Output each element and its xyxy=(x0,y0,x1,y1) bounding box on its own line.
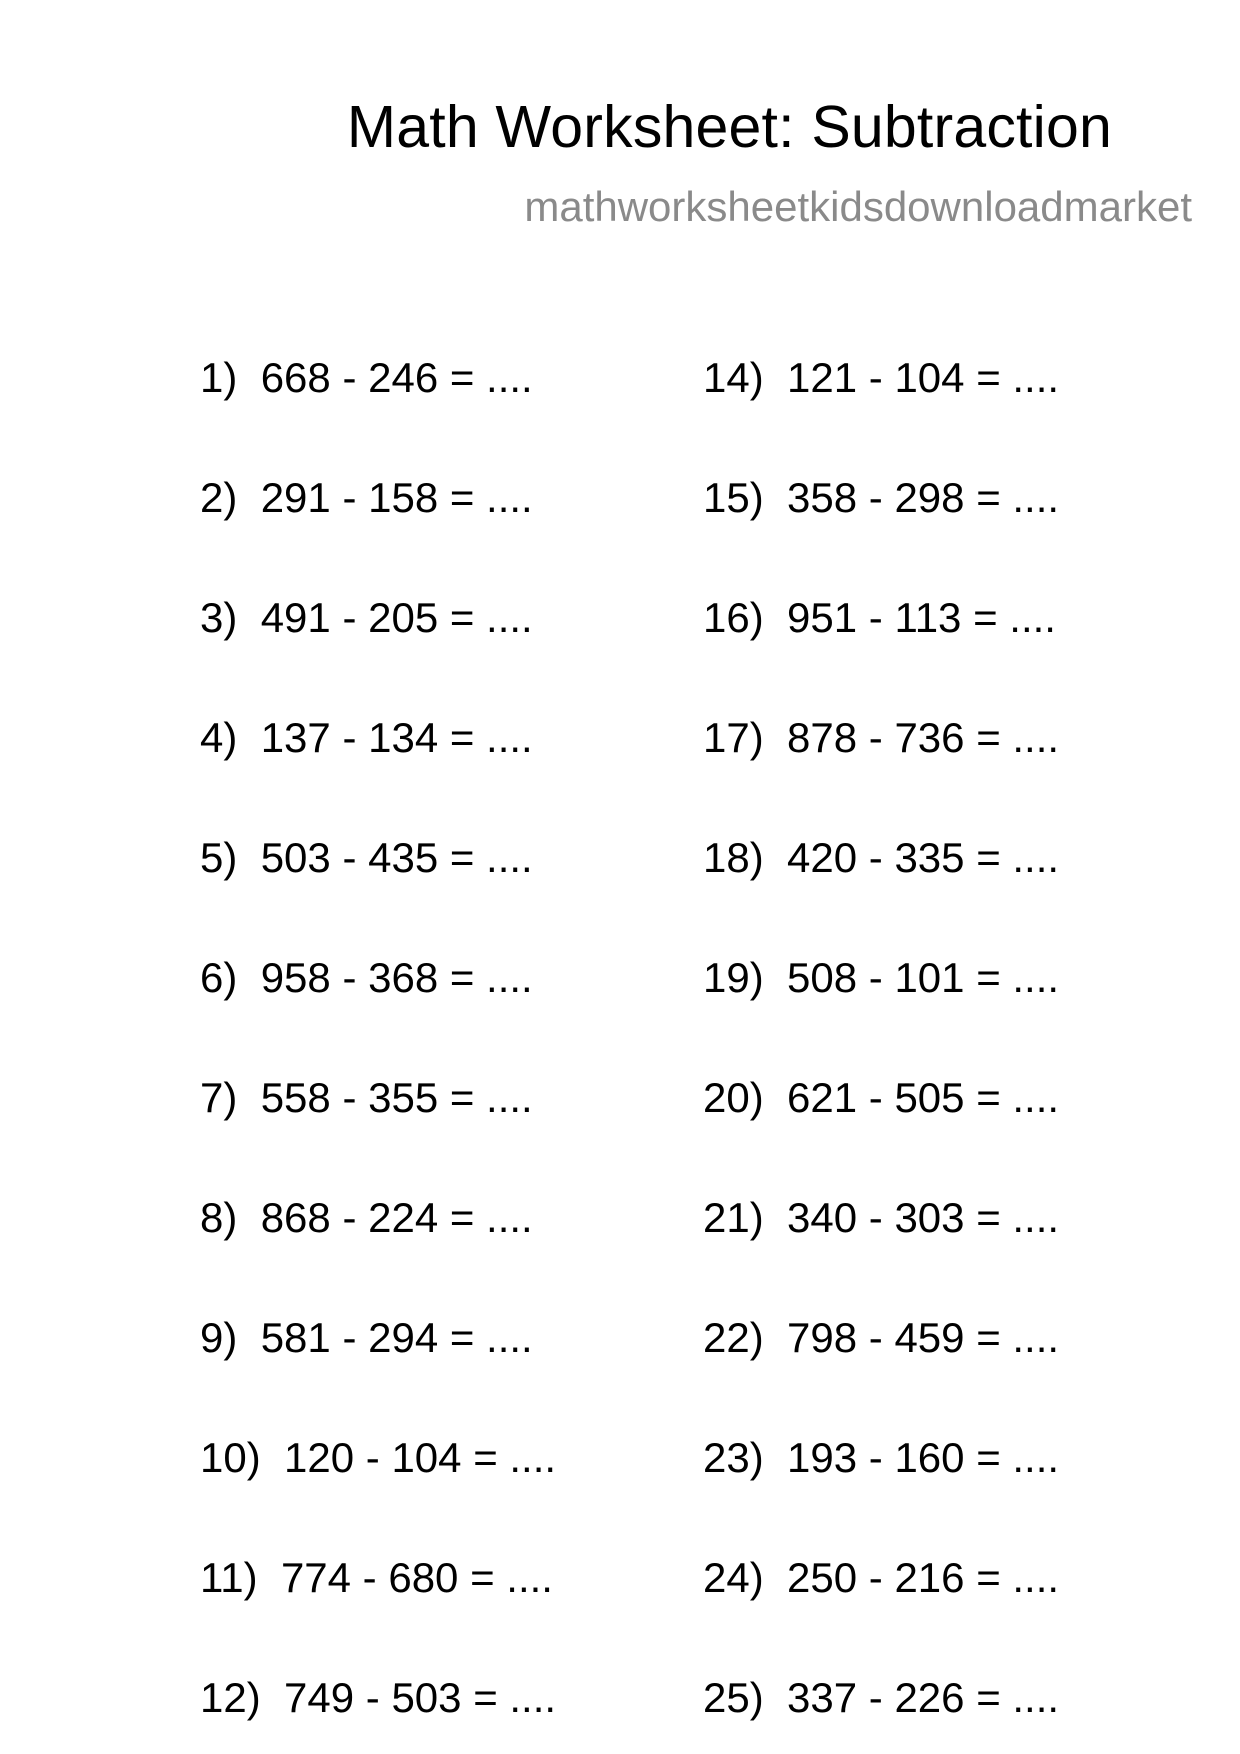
problem-expression: 337 - 226 = .... xyxy=(787,1674,1060,1721)
problem-expression: 420 - 335 = .... xyxy=(787,834,1060,881)
problem-number: 2) xyxy=(200,474,238,521)
problem-number: 17) xyxy=(703,714,764,761)
problem-number: 6) xyxy=(200,954,238,1001)
problem-expression: 193 - 160 = .... xyxy=(787,1434,1060,1481)
problem-expression: 508 - 101 = .... xyxy=(787,954,1060,1001)
problem-expression: 951 - 113 = .... xyxy=(787,594,1056,641)
problem-row xyxy=(703,1434,1060,1481)
problem-number: 25) xyxy=(703,1674,764,1721)
problem-expression: 798 - 459 = .... xyxy=(787,1314,1060,1361)
problem-row xyxy=(703,1554,1060,1601)
worksheet-source-watermark: mathworksheetkidsdownloadmarket xyxy=(524,183,1192,230)
problem-row xyxy=(703,834,1060,881)
problem-number: 3) xyxy=(200,594,238,641)
problem-expression: 958 - 368 = .... xyxy=(260,954,533,1001)
problem-row xyxy=(200,354,533,401)
problem-row xyxy=(200,1194,533,1241)
problem-row xyxy=(703,714,1060,761)
problem-expression: 340 - 303 = .... xyxy=(787,1194,1060,1241)
problem-row xyxy=(703,1194,1060,1241)
problem-expression: 250 - 216 = .... xyxy=(787,1554,1060,1601)
problem-row xyxy=(200,1074,533,1121)
problem-number: 16) xyxy=(703,594,764,641)
problem-expression: 749 - 503 = .... xyxy=(284,1674,557,1721)
problem-row xyxy=(703,474,1060,521)
problem-row xyxy=(703,1674,1060,1721)
problem-number: 5) xyxy=(200,834,238,881)
problem-row xyxy=(200,714,533,761)
problem-row xyxy=(703,954,1060,1001)
problem-number: 1) xyxy=(200,354,238,401)
problem-row xyxy=(703,1074,1060,1121)
problem-number: 12) xyxy=(200,1674,261,1721)
problem-expression: 868 - 224 = .... xyxy=(260,1194,533,1241)
problem-number: 9) xyxy=(200,1314,238,1361)
problem-number: 24) xyxy=(703,1554,764,1601)
problem-expression: 120 - 104 = .... xyxy=(284,1434,557,1481)
problem-number: 4) xyxy=(200,714,238,761)
problem-number: 23) xyxy=(703,1434,764,1481)
problem-row xyxy=(200,1434,557,1481)
problem-row xyxy=(200,474,533,521)
problem-expression: 774 - 680 = .... xyxy=(280,1554,553,1601)
problem-row xyxy=(200,834,533,881)
problem-number: 14) xyxy=(703,354,764,401)
problem-expression: 491 - 205 = .... xyxy=(260,594,533,641)
problem-number: 21) xyxy=(703,1194,764,1241)
problem-row xyxy=(200,594,533,641)
problem-number: 10) xyxy=(200,1434,261,1481)
problem-row xyxy=(703,594,1056,641)
problem-row xyxy=(200,1554,553,1601)
problem-expression: 668 - 246 = .... xyxy=(260,354,533,401)
problem-number: 19) xyxy=(703,954,764,1001)
problem-number: 15) xyxy=(703,474,764,521)
problem-expression: 137 - 134 = .... xyxy=(260,714,533,761)
problem-row xyxy=(200,954,533,1001)
problem-number: 11) xyxy=(200,1554,258,1601)
problem-row xyxy=(200,1674,557,1721)
problem-expression: 581 - 294 = .... xyxy=(260,1314,533,1361)
problem-expression: 503 - 435 = .... xyxy=(260,834,533,881)
problem-expression: 878 - 736 = .... xyxy=(787,714,1060,761)
problem-expression: 558 - 355 = .... xyxy=(260,1074,533,1121)
problem-row xyxy=(200,1314,533,1361)
worksheet-title: Math Worksheet: Subtraction xyxy=(346,94,1112,160)
problem-row xyxy=(703,354,1060,401)
problem-number: 7) xyxy=(200,1074,238,1121)
problem-expression: 291 - 158 = .... xyxy=(260,474,533,521)
problem-row xyxy=(703,1314,1060,1361)
problem-expression: 621 - 505 = .... xyxy=(787,1074,1060,1121)
problem-number: 20) xyxy=(703,1074,764,1121)
problem-expression: 358 - 298 = .... xyxy=(787,474,1060,521)
problem-number: 22) xyxy=(703,1314,764,1361)
problem-expression: 121 - 104 = .... xyxy=(787,354,1060,401)
problem-number: 18) xyxy=(703,834,764,881)
problem-number: 8) xyxy=(200,1194,238,1241)
